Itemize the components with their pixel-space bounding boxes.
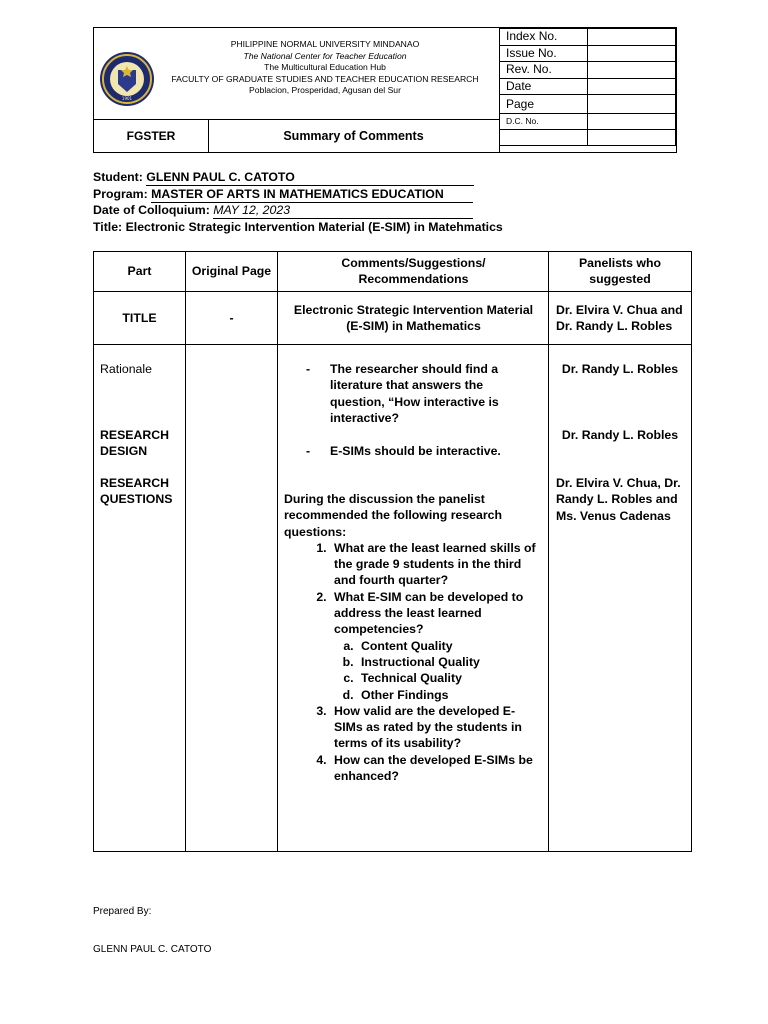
column-divider [548, 252, 549, 851]
meta-label: Index No. [500, 29, 588, 46]
meta-value [588, 95, 676, 114]
faculty-name: FACULTY OF GRADUATE STUDIES AND TEACHER EDUCATION RESEARCH [171, 73, 479, 84]
program-value: MASTER OF ARTS IN MATHEMATICS EDUCATION [151, 186, 473, 203]
panelists-title: Dr. Elvira V. Chua and Dr. Randy L. Robles [556, 303, 683, 334]
list-item: d. Other Findings [357, 687, 540, 703]
comment-rationale [284, 361, 516, 426]
meta-value [588, 45, 676, 62]
form-title: Summary of Comments [283, 128, 424, 143]
part-rationale: Rationale [100, 362, 152, 376]
original-page-title: - [229, 311, 234, 325]
list-item [330, 589, 540, 703]
comment-design [284, 443, 516, 459]
question-text: How valid are the developed E-SIMs as rated by the students in terms of its usability? [334, 703, 522, 751]
questions-intro: During the discussion the panelist recommended the following research questions: [284, 492, 502, 539]
row-divider [94, 344, 691, 345]
column-divider [185, 252, 186, 851]
meta-label: Page [500, 95, 588, 114]
prepared-by-name: GLENN PAUL C. CATOTO [93, 944, 212, 955]
question-text: What are the least learned skills of the grade 9 students in the third and fourth quarter? [334, 540, 536, 588]
question-text: What E-SIM can be developed to address the least learned competencies? [334, 589, 524, 637]
university-hub: The Multicultural Education Hub [264, 62, 386, 72]
header-part: Part [127, 264, 152, 278]
header-original-page: Original Page [191, 264, 272, 278]
institution-block [170, 39, 480, 97]
program-label: Program: [93, 187, 148, 201]
part-title: TITLE [122, 311, 157, 325]
svg-text:1901: 1901 [121, 96, 133, 101]
panelist-research-questions: Dr. Elvira V. Chua, Dr. Randy L. Robles and Ms. Venus Cadenas [556, 476, 681, 523]
comment-research-questions [284, 491, 540, 784]
university-name: PHILIPPINE NORMAL UNIVERSITY MINDANAO [230, 39, 420, 49]
university-tagline: The National Center for Teacher Education [243, 50, 407, 61]
header-comments: Comments/Suggestions/ Recommendations [341, 256, 486, 287]
prepared-by-label: Prepared By: [93, 906, 152, 917]
meta-value [588, 129, 676, 145]
question-text: How can the developed E-SIMs be enhanced? [334, 752, 533, 784]
form-code: FGSTER [126, 128, 176, 143]
header-panelists: Panelists who suggested [578, 256, 661, 287]
dash-bullet: - [306, 362, 311, 376]
title-label: Title: [93, 220, 123, 234]
document-meta-table [499, 28, 676, 146]
document-header [93, 27, 677, 153]
student-line [93, 169, 474, 186]
meta-value [588, 62, 676, 79]
meta-label: Date [500, 78, 588, 95]
column-divider [277, 252, 278, 851]
meta-label: Issue No. [500, 45, 588, 62]
title-value: Electronic Strategic Intervention Material (E-SIM) in Matehmatics [125, 220, 503, 234]
meta-value [588, 113, 676, 129]
comment-text: The researcher should find a literature that answers the question, “How interactive is interactive? [330, 362, 499, 425]
list-item [330, 540, 540, 589]
sub-list [334, 638, 540, 703]
list-item: a. Content Quality [357, 638, 540, 654]
comment-text: E-SIMs should be interactive. [330, 444, 501, 458]
program-line [93, 186, 473, 203]
panelist-design: Dr. Randy L. Robles [561, 428, 679, 442]
dash-bullet: - [306, 444, 311, 458]
date-label: Date of Colloquium: [93, 203, 210, 217]
questions-list [284, 540, 540, 784]
student-value: GLENN PAUL C. CATOTO [146, 169, 474, 186]
meta-value [500, 129, 588, 145]
part-research-questions: RESEARCH QUESTIONS [100, 476, 173, 507]
meta-value [588, 78, 676, 95]
list-item: c. Technical Quality [357, 670, 540, 686]
comments-table [93, 251, 692, 852]
university-address: Poblacion, Prosperidad, Agusan del Sur [249, 85, 401, 95]
comment-title: Electronic Strategic Intervention Material (E-SIM) in Mathematics [293, 303, 534, 334]
meta-value [588, 29, 676, 46]
title-line [93, 219, 503, 235]
list-item [330, 703, 540, 752]
meta-label: D.C. No. [500, 113, 588, 129]
list-item [330, 752, 540, 785]
meta-label: Rev. No. [500, 62, 588, 79]
part-research-design: RESEARCH DESIGN [100, 428, 170, 459]
list-item: b. Instructional Quality [357, 654, 540, 670]
student-label: Student: [93, 170, 143, 184]
row-divider [94, 291, 691, 292]
university-seal-logo [94, 28, 156, 119]
date-line [93, 202, 473, 219]
panelist-rationale: Dr. Randy L. Robles [561, 362, 679, 376]
date-value: MAY 12, 2023 [213, 202, 473, 219]
